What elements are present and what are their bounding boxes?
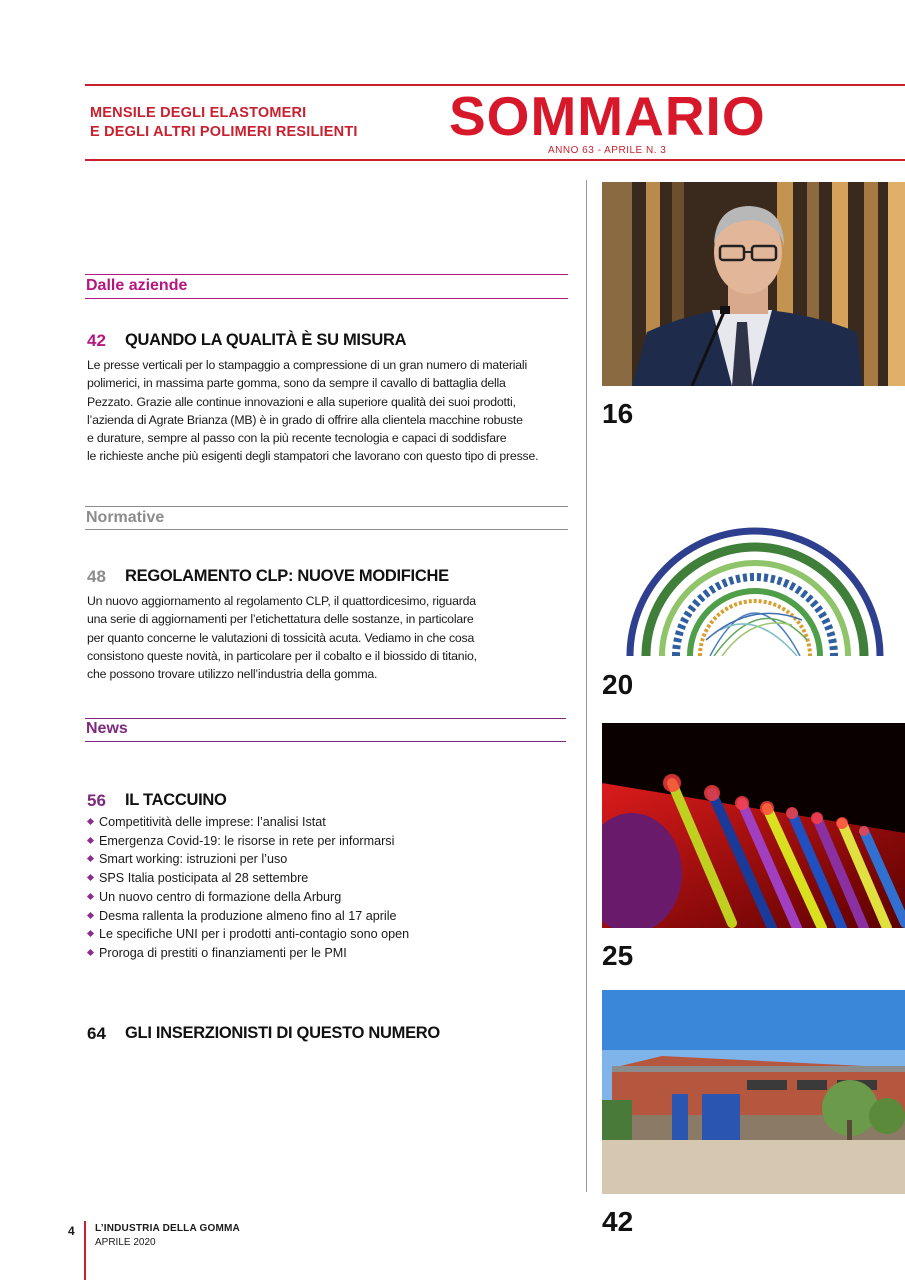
section-rule-bottom [85, 529, 568, 530]
article-page-number: 48 [87, 567, 106, 586]
section-rule-top [85, 274, 568, 275]
bullet-diamond-icon [87, 855, 94, 862]
speaker-photo-icon[interactable] [602, 182, 905, 386]
bullet-diamond-icon [87, 911, 94, 918]
abstract-line: polimerici, in massima parte gomma, sono da sempre il cavallo di battaglia della [87, 376, 506, 391]
subtitle-line-2: E DEGLI ALTRI POLIMERI RESILIENTI [90, 124, 358, 140]
abstract-line: che possono trovare utilizzo nell’industria della gomma. [87, 667, 378, 682]
article-abstract [87, 356, 577, 466]
article-page-number: 56 [87, 791, 106, 810]
page-title: SOMMARIO [449, 85, 766, 147]
list-item-text: Competitività delle imprese: l’analisi Istat [99, 815, 326, 829]
section-rule-top [85, 506, 568, 507]
article-title[interactable]: REGOLAMENTO CLP: NUOVE MODIFICHE [125, 567, 449, 585]
list-item[interactable] [87, 832, 409, 851]
section-rule-top [85, 718, 566, 719]
section-heading-news: News [86, 720, 128, 737]
list-item[interactable] [87, 888, 409, 907]
abstract-line: Pezzato. Grazie alle continue innovazioni e alla superiore qualità dei suoi prodotti, [87, 394, 516, 409]
picture-page-number: 25 [602, 940, 634, 971]
magazine-subtitle [90, 104, 420, 142]
abstract-line: per quanto concerne le valutazioni di tossicità acuta. Vediamo in che cosa [87, 630, 475, 645]
list-item-text: Desma rallenta la produzione almeno fino al 17 aprile [99, 908, 397, 923]
list-item-text: Smart working: istruzioni per l’uso [99, 852, 288, 867]
advertisers-page-number: 64 [87, 1024, 106, 1043]
circos-genome-plot-icon[interactable] [602, 450, 905, 656]
footer-publication: L’INDUSTRIA DELLA GOMMA [95, 1223, 240, 1234]
footer-page-number: 4 [68, 1224, 75, 1238]
header-bottom-rule [85, 159, 905, 161]
abstract-line: e durature, sempre al passo con la più recente tecnologia e capaci di soddisfare [87, 431, 507, 446]
article-title[interactable]: IL TACCUINO [125, 791, 227, 809]
list-item[interactable] [87, 850, 409, 869]
subtitle-line-1: MENSILE DEGLI ELASTOMERI [90, 105, 307, 121]
list-item-text: SPS Italia posticipata al 28 settembre [99, 871, 309, 886]
section-heading-normative: Normative [86, 509, 165, 526]
picture-page-number: 20 [602, 669, 634, 700]
abstract-line: consistono queste novità, in particolare per il cobalto e il biossido di titanio, [87, 648, 477, 663]
section-rule-bottom [85, 741, 566, 742]
bullet-diamond-icon [87, 893, 94, 900]
bullet-diamond-icon [87, 874, 94, 881]
bullet-diamond-icon [87, 818, 94, 825]
picture-page-number: 42 [602, 1206, 634, 1237]
test-tubes-photo-icon[interactable] [602, 723, 905, 928]
article-page-number: 42 [87, 331, 106, 350]
abstract-line: le richieste anche più esigenti degli stampatori che lavorano con questo tipo di presse. [87, 449, 539, 464]
bullet-diamond-icon [87, 837, 94, 844]
advertisers-title[interactable]: GLI INSERZIONISTI DI QUESTO NUMERO [125, 1024, 440, 1042]
abstract-line: l’azienda di Agrate Brianza (MB) è in grado di offrire alla clientela macchine robuste [87, 412, 523, 427]
bullet-diamond-icon [87, 930, 94, 937]
abstract-line: Le presse verticali per lo stampaggio a compressione di un gran numero di materiali [87, 358, 527, 372]
list-item[interactable] [87, 813, 409, 832]
bullet-diamond-icon [87, 949, 94, 956]
picture-page-number: 16 [602, 398, 634, 429]
list-item[interactable] [87, 944, 409, 963]
issue-info: ANNO 63 - APRILE N. 3 [548, 145, 667, 156]
list-item-text: Emergenza Covid-19: le risorse in rete per informarsi [99, 833, 395, 848]
section-rule-bottom [85, 298, 568, 299]
column-divider [586, 180, 587, 1192]
list-item[interactable] [87, 869, 409, 888]
list-item[interactable] [87, 907, 409, 926]
article-abstract [87, 592, 577, 683]
section-heading-dalle-aziende: Dalle aziende [86, 277, 188, 294]
list-item-text: Le specifiche UNI per i prodotti anti-contagio sono open [99, 927, 410, 942]
news-list [87, 813, 409, 963]
list-item[interactable] [87, 925, 409, 944]
footer-date: APRILE 2020 [95, 1237, 156, 1248]
abstract-line: Un nuovo aggiornamento al regolamento CLP, il quattordicesimo, riguarda [87, 594, 476, 608]
footer-divider [84, 1221, 86, 1280]
list-item-text: Un nuovo centro di formazione della Arburg [99, 889, 342, 904]
factory-building-photo-icon[interactable] [602, 990, 905, 1194]
abstract-line: una serie di aggiornamenti per l’etichettatura delle sostanze, in particolare [87, 612, 474, 627]
list-item-text: Proroga di prestiti o finanziamenti per le PMI [99, 945, 347, 960]
article-title[interactable]: QUANDO LA QUALITÀ È SU MISURA [125, 331, 407, 349]
